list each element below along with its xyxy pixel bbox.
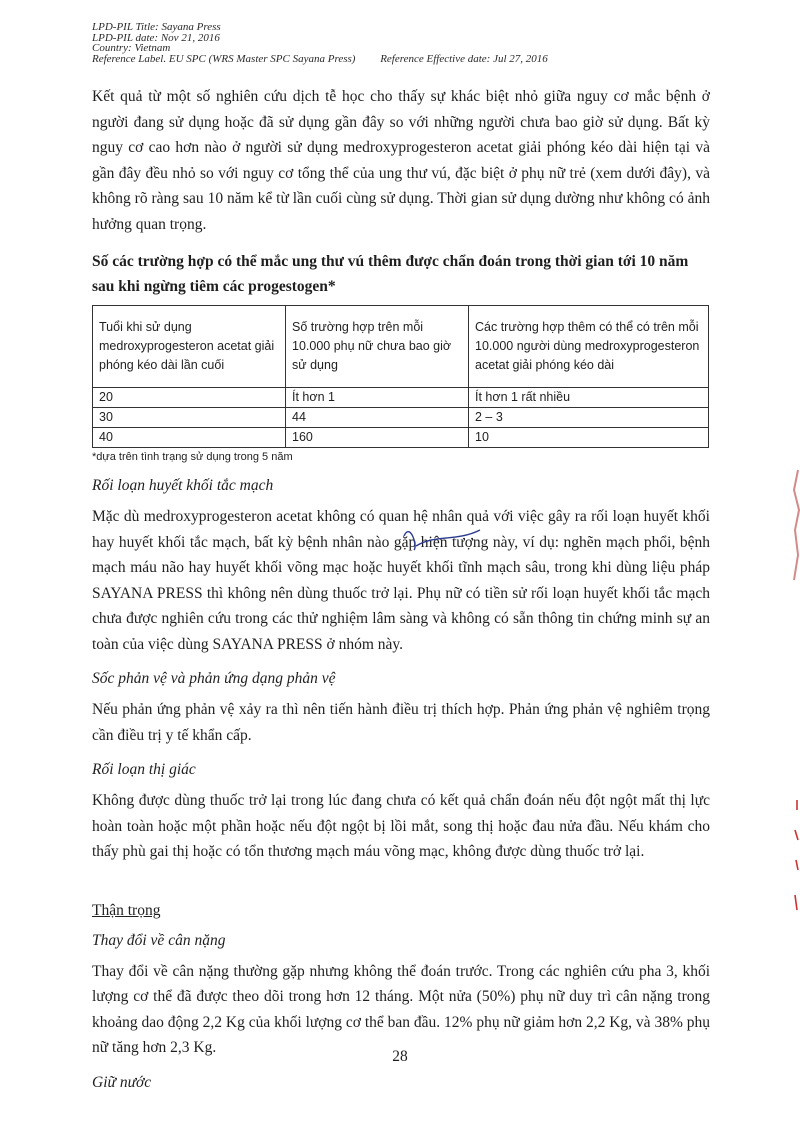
header-reference-date: Reference Effective date: Jul 27, 2016 (380, 52, 548, 65)
table-cell: 10 (469, 428, 709, 448)
section-title-anaphylaxis: Sốc phản vệ và phản ứng dạng phản vệ (92, 670, 336, 687)
header-date: LPD-PIL date: Nov 21, 2016 (92, 31, 220, 44)
table-cell: Ít hơn 1 (286, 388, 469, 408)
section-title-thromboembolic: Rối loạn huyết khối tắc mạch (92, 477, 274, 494)
breast-cancer-table (92, 305, 709, 448)
table-cell: 160 (286, 428, 469, 448)
header-country: Country: Vietnam (92, 42, 171, 54)
table-row (93, 428, 709, 448)
document-body (92, 84, 710, 1101)
section-text-anaphylaxis: Nếu phản ứng phản vệ xảy ra thì nên tiến hành điều trị thích hợp. Phản ứng phản vệ nghiêm trọng cần điều trị y tế khẩn cấp. (92, 701, 710, 744)
page-number: 28 (392, 1048, 408, 1065)
spacer (92, 865, 710, 899)
table-cell: Ít hơn 1 rất nhiều (469, 388, 709, 408)
table-footnote: *dựa trên tình trạng sử dụng trong 5 năm (92, 451, 293, 463)
header-reference (92, 54, 712, 65)
caution-title: Thận trọng (92, 901, 161, 919)
table-header-cell: Số trường hợp trên mỗi 10.000 phụ nữ chưa bao giờ sử dụng (286, 306, 469, 388)
header-title: LPD-PIL Title: Sayana Press (92, 21, 221, 33)
weight-text: Thay đổi về cân nặng thường gặp nhưng không thể đoán trước. Trong các nghiên cứu pha 3, khối lượng cơ thể đã được theo dõi trong hơn 12 tháng. Một nửa (50%) phụ nữ duy trì cân nặng trong khoảng dao động 2,2 Kg của khối lượng cơ thể ban đầu. 12% phụ nữ giảm hơn 2,2 Kg, và 38% phụ nữ tăng hơn 2,3 Kg. (92, 962, 710, 1056)
table-heading: Số các trường hợp có thể mắc ung thư vú thêm được chẩn đoán trong thời gian tới 10 năm sau khi ngừng tiêm các progestogen* (92, 253, 689, 295)
table-header-cell: Tuổi khi sử dụng medroxyprogesteron acetat giải phóng kéo dài lần cuối (93, 306, 286, 388)
section-text-vision: Không được dùng thuốc trở lại trong lúc đang chưa có kết quả chẩn đoán nếu đột ngột mất thị lực hoàn toàn hoặc một phần hoặc nếu đột ngột bị lồi mắt, song thị hoặc đau nửa đầu. Nếu khám cho thấy phù gai thị hoặc có tổn thương mạch máu võng mạc, không được dùng thuốc trở lại. (92, 792, 710, 860)
table-header-cell: Các trường hợp thêm có thể có trên mỗi 10.000 người dùng medroxyprogesteron acetat giải phóng kéo dài (469, 306, 709, 388)
header-reference-label: Reference Label. EU SPC (WRS Master SPC Sayana Press) (92, 52, 356, 65)
weight-title: Thay đổi về cân nặng (92, 931, 226, 949)
table-cell: 44 (286, 408, 469, 428)
edge-stamp-mark (792, 460, 800, 600)
table-cell: 30 (93, 408, 286, 428)
table-header-row (93, 306, 709, 388)
water-title: Giữ nước (92, 1073, 152, 1091)
edge-punch-mark (792, 800, 800, 930)
document-header (92, 22, 712, 64)
section-title-vision: Rối loạn thị giác (92, 761, 196, 778)
table-cell: 20 (93, 388, 286, 408)
table-cell: 2 – 3 (469, 408, 709, 428)
table-cell: 40 (93, 428, 286, 448)
table-row (93, 388, 709, 408)
section-text-thromboembolic: Mặc dù medroxyprogesteron acetat không có quan hệ nhân quả với việc gây ra rối loạn huyết khối hay huyết khối tắc mạch, bất kỳ bệnh nhân nào gặp hiện tượng này, ví dụ: nghẽn mạch phổi, bệnh mạch máu não hay huyết khối võng mạc hoặc huyết khối tĩnh mạch sâu, trong khi dùng liệu pháp SAYANA PRESS thì không nên dùng thuốc trở lại. Phụ nữ có tiền sử rối loạn huyết khối tắc mạch chưa được nghiên cứu trong các thử nghiệm lâm sàng và không có sẵn thông tin chứng minh sự an toàn của việc dùng SAYANA PRESS ở nhóm này. (92, 508, 710, 653)
intro-paragraph: Kết quả từ một số nghiên cứu dịch tễ học cho thấy sự khác biệt nhỏ giữa nguy cơ mắc bệnh ở người đang sử dụng hoặc đã sử dụng gần đây so với những người chưa bao giờ sử dụng. Bất kỳ nguy cơ cao hơn nào ở người sử dụng medroxyprogesteron acetat giải phóng kéo dài hiện tại và gần đây đều nhỏ so với nguy cơ tổng thể của ung thư vú, đặc biệt ở phụ nữ trẻ (xem dưới đây), và không rõ ràng sau 10 năm kể từ lần cuối cùng sử dụng. Thời gian sử dụng dường như không có ảnh hưởng quan trọng. (92, 88, 710, 233)
table-row (93, 408, 709, 428)
